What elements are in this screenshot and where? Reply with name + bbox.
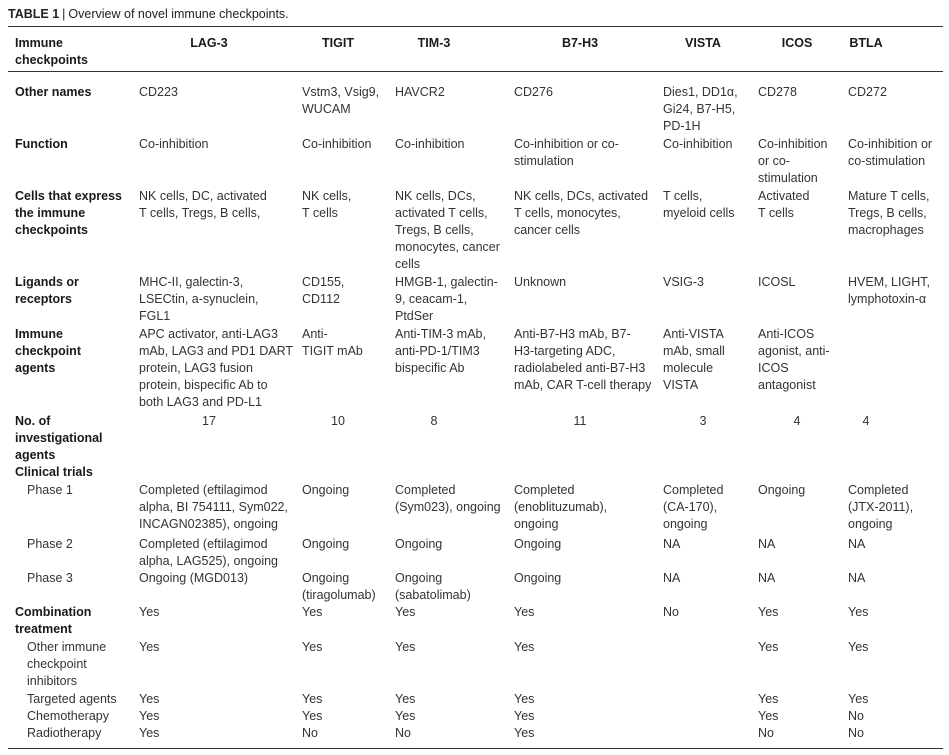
table-cell: [395, 84, 445, 101]
table-cell-line: Co-inhibition: [302, 137, 372, 151]
table-cell-line: Anti-ICOS: [758, 327, 815, 341]
row-label-chemo-line: Chemotherapy: [27, 709, 109, 723]
row-label-agents-line: Immune: [15, 327, 63, 341]
table-cell-line: HMGB-1, galectin-: [395, 275, 498, 289]
row-label-radio-line: Radiotherapy: [27, 726, 102, 740]
table-cell-line: ICOSL: [758, 275, 796, 289]
table-cell-line: CD112: [302, 292, 340, 306]
table-cell-line: Yes: [514, 640, 535, 654]
table-cell: [758, 536, 775, 553]
table-cell-line: Completed: [514, 483, 575, 497]
table-caption: [8, 7, 289, 21]
table-cell-line: No: [848, 709, 864, 723]
table-cell-line: NA: [758, 571, 776, 585]
table-cell-line: Co-inhibition: [758, 137, 828, 151]
table-cell-line: Yes: [302, 605, 323, 619]
table-cell-line: NA: [663, 571, 681, 585]
table-cell-line: FGL1: [139, 309, 171, 323]
table-cell-line: ongoing: [848, 517, 893, 531]
table-cell-line: myeloid cells: [663, 206, 735, 220]
row-label-cells-express: [15, 188, 122, 239]
table-cell: [139, 136, 208, 153]
table-cell-line: Anti-: [302, 327, 328, 341]
row-label-other-inhibitors-line: checkpoint: [27, 657, 87, 671]
table-cell-line: NK cells,: [302, 189, 352, 203]
table-cell: [139, 708, 159, 725]
table-cell: [514, 536, 561, 553]
table-cell-line: (CA-170),: [663, 500, 718, 514]
table-cell-line: T cells,: [663, 189, 703, 203]
table-cell-line: T cells: [302, 206, 338, 220]
table-cell: [302, 274, 344, 308]
table-cell: [302, 639, 322, 656]
table-cell-line: Yes: [848, 692, 869, 706]
table-cell-line: Ongoing: [514, 537, 562, 551]
table-cell-line: Anti-VISTA: [663, 327, 724, 341]
table-cell-line: APC activator, anti-LAG3: [139, 327, 278, 341]
table-cell: [663, 604, 679, 621]
table-cell: [139, 84, 178, 101]
table-cell-line: NA: [848, 537, 866, 551]
row-label-phase1: [27, 482, 73, 499]
table-cell-line: (tiragolumab): [302, 588, 376, 602]
row-label-ligands-line: Ligands or: [15, 275, 79, 289]
table-cell-line: Mature T cells,: [848, 189, 930, 203]
table-cell-line: stimulation: [758, 171, 818, 185]
table-cell-line: Yes: [302, 640, 323, 654]
row-label-combination-line: treatment: [15, 622, 72, 636]
table-cell-line: WUCAM: [302, 102, 351, 116]
row-label-clinical-trials-line: Clinical trials: [15, 465, 93, 479]
agent-count-cell: 11: [573, 414, 587, 428]
header-row-label-line: Immune: [15, 36, 63, 50]
table-cell-line: Vstm3, Vsig9,: [302, 85, 380, 99]
table-cell: [302, 570, 376, 604]
table-cell-line: ongoing: [514, 517, 559, 531]
table-cell-line: HAVCR2: [395, 85, 445, 99]
table-cell-line: Ongoing: [302, 483, 350, 497]
table-cell-line: No: [395, 726, 411, 740]
table-cell-line: Completed: [395, 483, 456, 497]
table-cell: [758, 639, 778, 656]
table-cell-line: Ongoing: [302, 571, 350, 585]
table-cell-line: T cells, Tregs, B cells,: [139, 206, 261, 220]
table-cell-line: Activated: [758, 189, 810, 203]
table-cell: [663, 188, 735, 222]
row-label-targeted: [27, 691, 117, 708]
table-cell-line: stimulation: [514, 154, 574, 168]
table-cell: [663, 274, 704, 291]
table-cell: [758, 188, 809, 222]
table-cell: [302, 482, 349, 499]
table-cell-line: Co-inhibition: [139, 137, 209, 151]
table-cell-line: PtdSer: [395, 309, 434, 323]
agent-count-cell: 4: [793, 414, 801, 428]
table-cell-line: 9, ceacam-1,: [395, 292, 468, 306]
header-row-label-line: checkpoints: [15, 53, 88, 67]
table-cell-line: Co-inhibition or co-: [514, 137, 619, 151]
table-cell-line: lymphotoxin-α: [848, 292, 927, 306]
table-cell-line: No: [663, 605, 679, 619]
table-cell: [395, 604, 415, 621]
table-cell: [514, 188, 648, 239]
table-cell-line: radiolabeled anti-B7-H3: [514, 361, 646, 375]
table-cell-line: No: [848, 726, 864, 740]
table-cell-line: Yes: [514, 692, 535, 706]
table-cell-line: Ongoing: [395, 571, 443, 585]
table-cell: [663, 536, 680, 553]
table-cell: [848, 274, 930, 308]
table-cell: [302, 725, 318, 742]
table-cell-line: (JTX-2011),: [848, 500, 914, 514]
table-cell-line: mAb, LAG3 and PD1 DART: [139, 344, 294, 358]
column-header: LAG-3: [190, 36, 228, 50]
table-cell: [395, 482, 501, 516]
table-cell-line: bispecific Ab: [395, 361, 465, 375]
table-cell-line: Yes: [395, 709, 416, 723]
table-cell-line: anti-PD-1/TIM3: [395, 344, 480, 358]
table-cell: [302, 136, 371, 153]
table-cell: [395, 639, 415, 656]
table-cell: [848, 708, 864, 725]
table-top-rule: [8, 26, 943, 27]
table-cell: [139, 725, 159, 742]
column-header: ICOS: [781, 36, 813, 50]
row-label-agents: [15, 326, 81, 377]
table-cell-line: H3-targeting ADC,: [514, 344, 616, 358]
table-cell: [758, 482, 805, 499]
table-cell-line: co-stimulation: [848, 154, 926, 168]
table-cell-line: INCAGN02385), ongoing: [139, 517, 278, 531]
table-cell-line: Yes: [139, 640, 160, 654]
column-header: BTLA: [849, 36, 883, 50]
row-label-num-agents-line: No. of: [15, 414, 51, 428]
table-cell: [139, 639, 159, 656]
table-cell: [395, 708, 415, 725]
table-cell: [139, 691, 159, 708]
table-cell: [663, 84, 738, 135]
table-cell: [848, 188, 930, 239]
table-cell: [758, 725, 774, 742]
table-cell-line: MHC-II, galectin-3,: [139, 275, 244, 289]
row-label-agents-line: agents: [15, 361, 56, 375]
table-cell-line: T cells: [758, 206, 794, 220]
table-cell: [395, 188, 500, 273]
table-cell-line: protein, bispecific Ab to: [139, 378, 268, 392]
table-cell-line: Gi24, B7-H5,: [663, 102, 736, 116]
row-label-combination-line: Combination: [15, 605, 92, 619]
table-cell-line: mAb, small: [663, 344, 725, 358]
table-cell-line: Yes: [302, 709, 323, 723]
table-cell-line: TIGIT mAb: [302, 344, 363, 358]
agent-count-cell: 8: [430, 414, 438, 428]
table-cell: [302, 326, 363, 360]
table-cell: [395, 570, 471, 604]
row-label-phase2: [27, 536, 73, 553]
table-cell: [302, 188, 351, 222]
table-cell-line: Yes: [758, 605, 779, 619]
table-cell-line: Yes: [514, 726, 535, 740]
table-cell-line: Yes: [395, 640, 416, 654]
table-cell-line: Ongoing: [514, 571, 562, 585]
table-cell-line: (enoblituzumab),: [514, 500, 608, 514]
agent-count-cell: 3: [699, 414, 707, 428]
table-cell: [514, 84, 553, 101]
row-label-combination: [15, 604, 91, 638]
table-cell: [514, 570, 561, 587]
table-cell-line: CD276: [514, 85, 553, 99]
table-cell-line: mAb, CAR T-cell therapy: [514, 378, 652, 392]
table-cell: [848, 136, 932, 170]
table-cell: [514, 691, 534, 708]
table-cell-line: protein, LAG3 fusion: [139, 361, 253, 375]
table-cell: [663, 570, 680, 587]
header-bottom-rule: [8, 71, 943, 72]
table-cell-line: (Sym023), ongoing: [395, 500, 501, 514]
row-label-num-agents: [15, 413, 103, 464]
table-cell: [139, 482, 288, 533]
table-cell-line: (sabatolimab): [395, 588, 471, 602]
table-cell-line: Ongoing (MGD013): [139, 571, 249, 585]
table-cell-line: LSECtin, a-synuclein,: [139, 292, 259, 306]
row-label-phase3-line: Phase 3: [27, 571, 73, 585]
table-cell: [758, 136, 827, 187]
row-label-cells-express-line: the immune: [15, 206, 86, 220]
table-cell-line: cancer cells: [514, 223, 580, 237]
table-cell: [302, 604, 322, 621]
table-cell-line: Yes: [758, 709, 779, 723]
table-cell-line: ICOS: [758, 361, 789, 375]
table-cell-line: T cells, monocytes,: [514, 206, 621, 220]
table-cell: [758, 604, 778, 621]
table-cell: [758, 570, 775, 587]
table-cell-line: NK cells, DC, activated: [139, 189, 267, 203]
table-cell: [514, 725, 534, 742]
table-cell-line: CD278: [758, 85, 797, 99]
row-label-ligands: [15, 274, 79, 308]
row-label-phase3: [27, 570, 73, 587]
table-cell-line: Ongoing: [758, 483, 806, 497]
caption-text: Overview of novel immune checkpoints.: [68, 7, 289, 21]
table-cell-line: agonist, anti-: [758, 344, 830, 358]
table-cell-line: Completed (eftilagimod: [139, 537, 268, 551]
row-label-other-inhibitors-line: inhibitors: [27, 674, 78, 688]
table-cell-line: Ongoing: [395, 537, 443, 551]
table-cell-line: Tregs, B cells,: [395, 223, 474, 237]
table-cell: [758, 274, 796, 291]
table-cell: [139, 536, 278, 570]
row-label-num-agents-line: investigational: [15, 431, 103, 445]
table-cell: [139, 326, 293, 411]
table-cell-line: Yes: [139, 692, 160, 706]
column-header: VISTA: [685, 36, 721, 50]
table-cell-line: activated T cells,: [395, 206, 488, 220]
agent-count-cell: 4: [862, 414, 870, 428]
table-cell: [139, 274, 259, 325]
row-label-num-agents-line: agents: [15, 448, 56, 462]
table-cell-line: No: [302, 726, 318, 740]
table-cell-line: molecule: [663, 361, 714, 375]
table-cell: [848, 725, 864, 742]
table-cell: [514, 604, 534, 621]
row-label-other-names: [15, 84, 91, 101]
table-cell: [848, 570, 865, 587]
table-cell: [395, 274, 498, 325]
table-cell-line: CD272: [848, 85, 887, 99]
table-cell: [848, 84, 887, 101]
table-cell-line: PD-1H: [663, 119, 701, 133]
table-cell: [302, 536, 349, 553]
column-header: B7-H3: [561, 36, 599, 50]
row-label-other-names-line: Other names: [15, 85, 92, 99]
table-cell-line: VSIG-3: [663, 275, 704, 289]
table-cell-line: Unknown: [514, 275, 567, 289]
table-cell-line: Co-inhibition: [663, 137, 733, 151]
table-cell: [758, 326, 830, 394]
row-label-ligands-line: receptors: [15, 292, 72, 306]
table-cell: [663, 326, 725, 394]
table-cell-line: Anti-B7-H3 mAb, B7-: [514, 327, 631, 341]
table-cell-line: alpha, BI 754111, Sym022,: [139, 500, 288, 514]
table-cell-line: Co-inhibition or: [848, 137, 933, 151]
table-cell-line: NK cells, DCs,: [395, 189, 476, 203]
table-cell-line: Yes: [514, 709, 535, 723]
row-label-cells-express-line: checkpoints: [15, 223, 88, 237]
table-cell-line: Yes: [758, 692, 779, 706]
row-label-targeted-line: Targeted agents: [27, 692, 117, 706]
table-cell: [395, 536, 442, 553]
table-cell: [514, 482, 607, 533]
table-cell-line: NA: [848, 571, 866, 585]
table-cell-line: Yes: [848, 605, 869, 619]
table-cell-line: Yes: [848, 640, 869, 654]
table-cell: [302, 84, 379, 118]
table-cell: [514, 326, 651, 394]
table-cell: [514, 639, 534, 656]
table-cell-line: Tregs, B cells,: [848, 206, 927, 220]
table-cell-line: Yes: [139, 709, 160, 723]
table-cell: [514, 708, 534, 725]
row-label-other-inhibitors-line: Other immune: [27, 640, 107, 654]
table-number: TABLE 1: [8, 7, 60, 21]
row-label-phase2-line: Phase 2: [27, 537, 73, 551]
row-label-radio: [27, 725, 101, 742]
table-cell: [848, 482, 913, 533]
table-cell: [848, 536, 865, 553]
table-cell: [758, 84, 797, 101]
row-label-chemo: [27, 708, 109, 725]
table-cell-line: Yes: [514, 605, 535, 619]
table-cell-line: Yes: [395, 692, 416, 706]
table-cell: [302, 708, 322, 725]
column-header: TIM-3: [417, 36, 451, 50]
table-cell: [848, 639, 868, 656]
row-label-function: [15, 136, 68, 153]
table-cell: [514, 136, 619, 170]
table-cell-line: CD155,: [302, 275, 345, 289]
table-cell-line: Anti-TIM-3 mAb,: [395, 327, 486, 341]
table-cell-line: Yes: [395, 605, 416, 619]
table-cell-line: ongoing: [663, 517, 708, 531]
table-cell-line: Completed (eftilagimod: [139, 483, 268, 497]
table-cell-line: Ongoing: [302, 537, 350, 551]
table-cell-line: NK cells, DCs, activated: [514, 189, 649, 203]
table-cell: [139, 604, 159, 621]
agent-count-cell: 17: [202, 414, 216, 428]
table-cell-line: Completed: [848, 483, 909, 497]
table-cell-line: No: [758, 726, 774, 740]
table-cell-line: alpha, LAG525), ongoing: [139, 554, 278, 568]
agent-count-cell: 10: [331, 414, 345, 428]
row-label-agents-line: checkpoint: [15, 344, 81, 358]
table-cell: [139, 188, 267, 222]
table-cell-line: Dies1, DD1α,: [663, 85, 738, 99]
table-cell: [395, 136, 464, 153]
table-cell: [395, 691, 415, 708]
table-cell: [302, 691, 322, 708]
table-cell: [663, 136, 732, 153]
table-bottom-rule: [8, 748, 943, 749]
table-cell-line: Yes: [758, 640, 779, 654]
table-cell: [848, 604, 868, 621]
column-header: TIGIT: [322, 36, 354, 50]
caption-separator: |: [62, 7, 66, 21]
table-cell-line: CD223: [139, 85, 178, 99]
table-cell: [758, 708, 778, 725]
table-cell-line: monocytes, cancer: [395, 240, 500, 254]
row-label-cells-express-line: Cells that express: [15, 189, 122, 203]
row-label-phase1-line: Phase 1: [27, 483, 73, 497]
table-cell-line: Co-inhibition: [395, 137, 465, 151]
table-cell-line: Yes: [139, 726, 160, 740]
table-cell-line: both LAG3 and PD-L1: [139, 395, 262, 409]
table-cell-line: antagonist: [758, 378, 816, 392]
table-cell: [514, 274, 566, 291]
table-cell: [848, 691, 868, 708]
table-cell: [395, 326, 486, 377]
row-label-other-inhibitors: [27, 639, 106, 690]
table-cell-line: NA: [663, 537, 681, 551]
table-cell-line: cells: [395, 257, 421, 271]
table-cell-line: macrophages: [848, 223, 924, 237]
table-cell: [758, 691, 778, 708]
table-cell-line: VISTA: [663, 378, 699, 392]
table-cell: [663, 482, 723, 533]
table-cell-line: NA: [758, 537, 776, 551]
table-cell-line: Completed: [663, 483, 724, 497]
row-label-clinical-trials: [15, 464, 93, 481]
table-cell-line: Yes: [139, 605, 160, 619]
row-label-function-line: Function: [15, 137, 68, 151]
table-cell: [395, 725, 411, 742]
table-cell: [139, 570, 248, 587]
table-cell-line: HVEM, LIGHT,: [848, 275, 930, 289]
table-cell-line: or co-: [758, 154, 790, 168]
header-row-label: [15, 35, 88, 69]
table-cell-line: Yes: [302, 692, 323, 706]
